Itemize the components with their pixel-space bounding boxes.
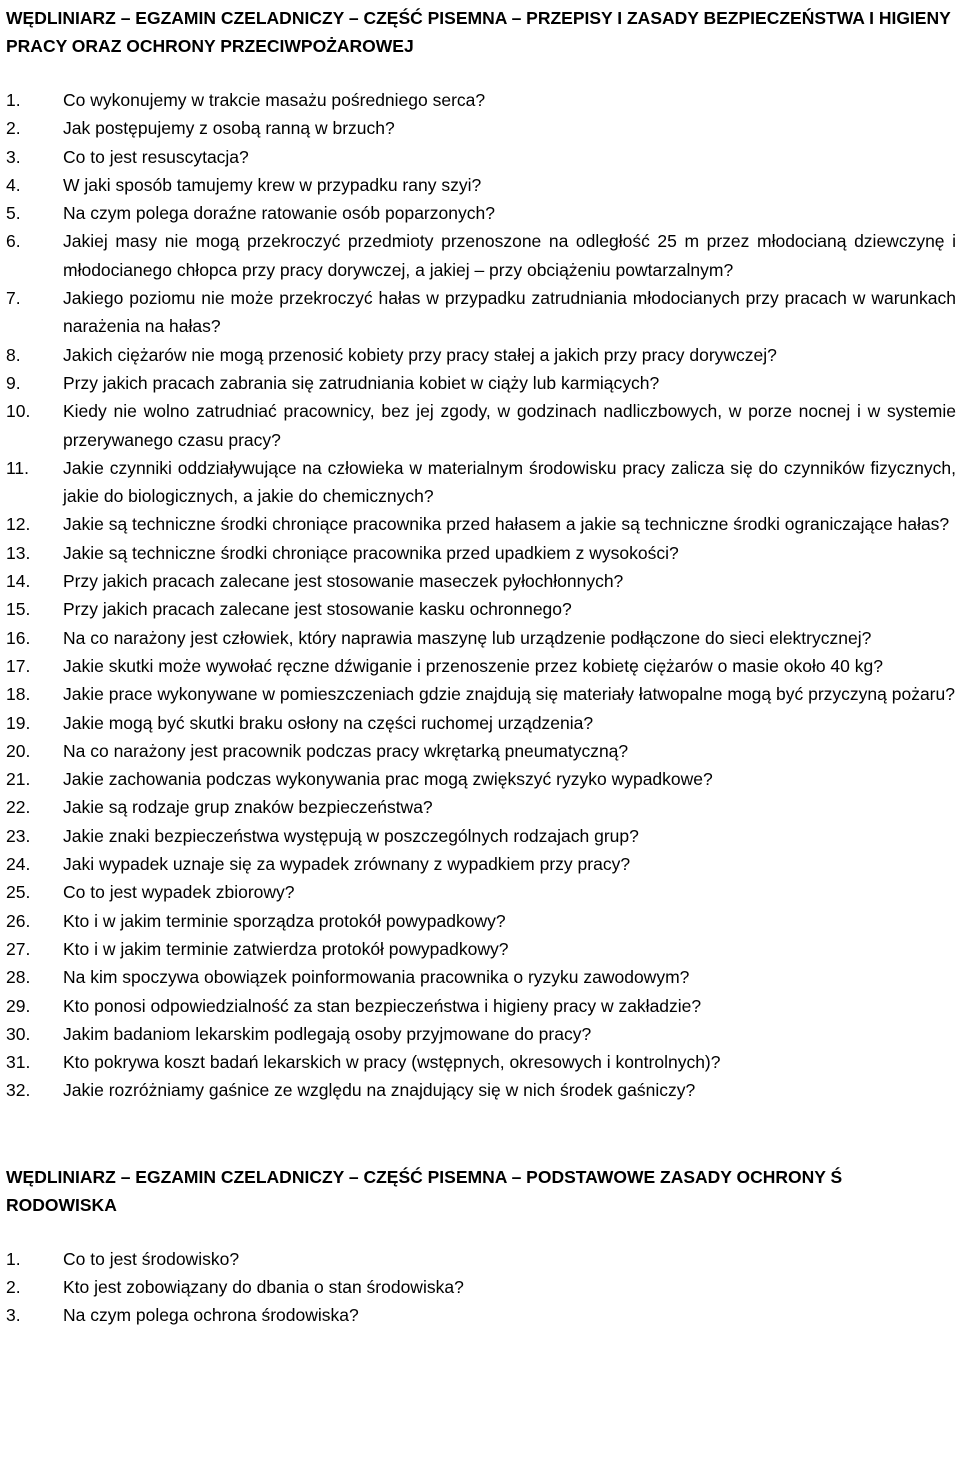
question-number: 31. <box>6 1052 31 1073</box>
question-number: 13. <box>6 542 31 563</box>
question-text: Jakie są techniczne środki chroniące pracownika przed hałasem a jakie są techniczne środki ograniczające hałas? <box>63 514 950 535</box>
question-item <box>6 369 956 397</box>
question-number: 15. <box>6 599 31 620</box>
question-number: 11. <box>6 457 30 478</box>
question-item <box>6 114 956 142</box>
question-number: 1. <box>6 1248 21 1269</box>
question-number: 30. <box>6 1023 31 1044</box>
question-text: Na kim spoczywa obowiązek poinformowania pracownika o ryzyku zawodowym? <box>63 967 690 988</box>
question-item <box>6 737 956 765</box>
question-item <box>6 1076 956 1104</box>
question-number: 12. <box>6 514 31 535</box>
question-text: Jakiego poziomu nie może przekroczyć hałas w przypadku zatrudniania młodocianych przy pracach w warunkach narażenia na hałas? <box>63 288 956 337</box>
question-item <box>6 822 956 850</box>
question-number: 18. <box>6 684 31 705</box>
question-item <box>6 510 956 538</box>
question-text: Jakie skutki może wywołać ręczne dźwiganie i przenoszenie przez kobietę ciężarów o masie około 40 kg? <box>63 655 883 676</box>
question-number: 24. <box>6 854 31 875</box>
question-text: Kto pokrywa koszt badań lekarskich w pracy (wstępnych, okresowych i kontrolnych)? <box>63 1052 721 1073</box>
question-number: 25. <box>6 882 31 903</box>
question-number: 20. <box>6 740 31 761</box>
question-item <box>6 227 956 284</box>
question-number: 19. <box>6 712 31 733</box>
question-number: 23. <box>6 825 31 846</box>
question-item <box>6 397 956 454</box>
question-number: 16. <box>6 627 31 648</box>
question-number: 9. <box>6 372 21 393</box>
question-text: Jakie mogą być skutki braku osłony na części ruchomej urządzenia? <box>63 712 594 733</box>
question-text: Jakie rozróżniamy gaśnice ze względu na znajdujący się w nich środek gaśniczy? <box>63 1080 696 1101</box>
question-text: Co wykonujemy w trakcie masażu pośredniego serca? <box>63 90 486 110</box>
question-text: Jakiej masy nie mogą przekroczyć przedmioty przenoszone na odległość 25 m przez młodocianą dziewczynę i młodocianego chłopca przy pracy dorywczej, a jakiej – przy obciążeniu powtarzalnym? <box>63 231 956 280</box>
question-text: Co to jest wypadek zbiorowy? <box>63 882 295 903</box>
question-text: Jakie są techniczne środki chroniące pracownika przed upadkiem z wysokości? <box>63 542 679 563</box>
section-spacer <box>6 1105 956 1163</box>
question-number: 2. <box>6 118 21 139</box>
question-item <box>6 595 956 623</box>
question-text: Na co narażony jest pracownik podczas pracy wkrętarką pneumatyczną? <box>63 740 629 761</box>
question-number: 26. <box>6 910 31 931</box>
question-text: Jak postępujemy z osobą ranną w brzuch? <box>63 118 395 139</box>
question-text: Kto ponosi odpowiedzialność za stan bezpieczeństwa i higieny pracy w zakładzie? <box>63 995 702 1016</box>
question-item <box>6 284 956 341</box>
question-text: Kto i w jakim terminie sporządza protokół powypadkowy? <box>63 910 506 931</box>
question-number: 17. <box>6 655 31 676</box>
question-text: Jakie znaki bezpieczeństwa występują w poszczególnych rodzajach grup? <box>63 825 639 846</box>
question-item <box>6 454 956 511</box>
question-number: 21. <box>6 769 31 790</box>
question-text: Co to jest środowisko? <box>63 1248 240 1269</box>
question-item <box>6 963 956 991</box>
question-text: Jakie zachowania podczas wykonywania prac mogą zwiększyć ryzyko wypadkowe? <box>63 769 713 790</box>
question-item <box>6 878 956 906</box>
section-title: WĘDLINIARZ – EGZAMIN CZELADNICZY – CZĘŚĆ PISEMNA – PODSTAWOWE ZASADY OCHRONY Ś RODOWISKA <box>6 1166 843 1215</box>
section-environment <box>6 1163 956 1330</box>
question-text: Jakie czynniki oddziaływujące na człowieka w materialnym środowisku pracy zalicza się do czynników fizycznych, jakie do biologicznych, a jakie do chemicznych? <box>63 457 956 507</box>
question-item <box>6 143 956 171</box>
question-list <box>6 1245 956 1330</box>
question-item <box>6 1245 956 1273</box>
question-text: Przy jakich pracach zalecane jest stosowanie maseczek pyłochłonnych? <box>63 571 624 592</box>
question-item <box>6 850 956 878</box>
question-text: Jakie prace wykonywane w pomieszczeniach gdzie znajdują się materiały łatwopalne mogą być przyczyną pożaru? <box>63 684 955 705</box>
question-item <box>6 652 956 680</box>
question-item <box>6 1048 956 1076</box>
question-item <box>6 1273 956 1301</box>
question-text: Na co narażony jest człowiek, który naprawia maszynę lub urządzenie podłączone do sieci elektrycznej? <box>63 627 872 648</box>
question-number: 1. <box>6 90 21 110</box>
question-text: Co to jest resuscytacja? <box>63 146 249 167</box>
question-text: Jakim badaniom lekarskim podlegają osoby przyjmowane do pracy? <box>63 1023 592 1044</box>
question-text: W jaki sposób tamujemy krew w przypadku rany szyi? <box>63 174 482 195</box>
question-item <box>6 171 956 199</box>
question-item <box>6 567 956 595</box>
question-number: 7. <box>6 288 21 309</box>
question-number: 8. <box>6 344 21 365</box>
question-number: 28. <box>6 967 31 988</box>
question-text: Kto jest zobowiązany do dbania o stan środowiska? <box>63 1276 464 1297</box>
question-item <box>6 199 956 227</box>
question-text: Jakie są rodzaje grup znaków bezpieczeństwa? <box>63 797 433 818</box>
question-item <box>6 1020 956 1048</box>
question-number: 10. <box>6 401 31 422</box>
question-item <box>6 341 956 369</box>
question-number: 3. <box>6 146 21 167</box>
question-item <box>6 539 956 567</box>
question-text: Na czym polega doraźne ratowanie osób poparzonych? <box>63 203 495 224</box>
question-number: 5. <box>6 203 21 224</box>
question-number: 3. <box>6 1305 21 1326</box>
question-item <box>6 935 956 963</box>
question-number: 4. <box>6 174 21 195</box>
section-bhp <box>6 4 956 1105</box>
question-number: 14. <box>6 571 31 592</box>
question-number: 32. <box>6 1080 31 1101</box>
question-item <box>6 992 956 1020</box>
question-text: Jakich ciężarów nie mogą przenosić kobiety przy pracy stałej a jakich przy pracy dorywczej? <box>63 344 777 365</box>
question-number: 22. <box>6 797 31 818</box>
question-item <box>6 709 956 737</box>
question-list <box>6 86 956 1105</box>
question-number: 2. <box>6 1276 21 1297</box>
question-item <box>6 765 956 793</box>
question-number: 29. <box>6 995 31 1016</box>
question-text: Jaki wypadek uznaje się za wypadek zrównany z wypadkiem przy pracy? <box>63 854 631 875</box>
question-item <box>6 86 956 114</box>
question-item <box>6 907 956 935</box>
question-text: Przy jakich pracach zabrania się zatrudniania kobiet w ciąży lub karmiących? <box>63 372 660 393</box>
question-text: Kto i w jakim terminie zatwierdza protokół powypadkowy? <box>63 938 509 959</box>
question-text: Przy jakich pracach zalecane jest stosowanie kasku ochronnego? <box>63 599 572 620</box>
question-item <box>6 793 956 821</box>
question-text: Na czym polega ochrona środowiska? <box>63 1305 359 1326</box>
question-item <box>6 1301 956 1329</box>
question-text: Kiedy nie wolno zatrudniać pracownicy, bez jej zgody, w godzinach nadliczbowych, w porze nocnej i w systemie przerywanego czasu pracy? <box>63 401 956 450</box>
question-number: 6. <box>6 231 21 252</box>
question-number: 27. <box>6 938 31 959</box>
question-item <box>6 680 956 708</box>
question-item <box>6 624 956 652</box>
section-title: WĘDLINIARZ – EGZAMIN CZELADNICZY – CZĘŚĆ PISEMNA – PRZEPISY I ZASADY BEZPIECZEŃSTWA I HIGIENY PRACY ORAZ OCHRONY PRZECIWPOŻAROWEJ <box>6 8 951 56</box>
